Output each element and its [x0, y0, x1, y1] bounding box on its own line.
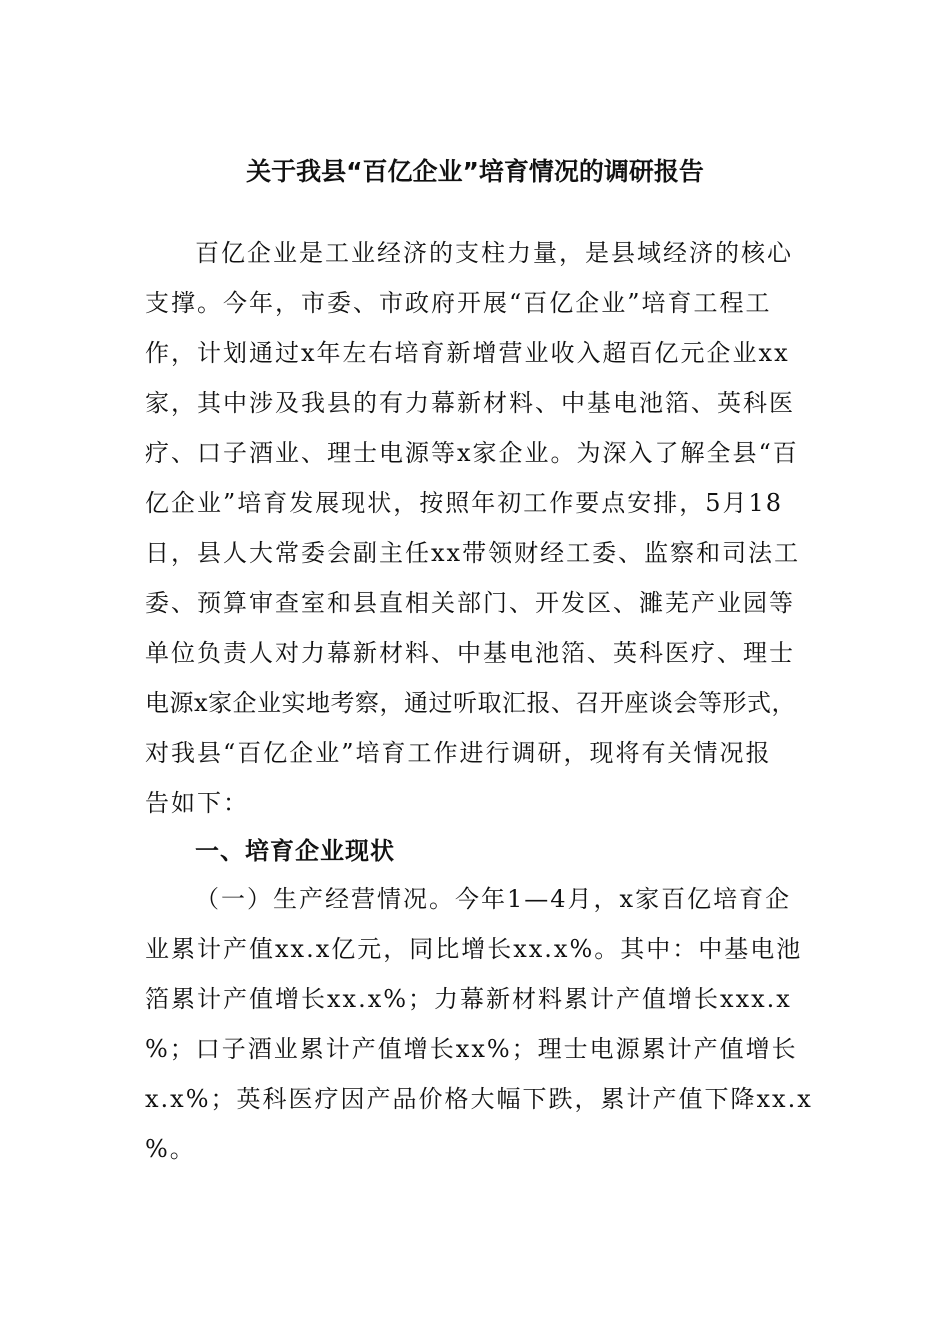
- intro-line-8: 委、预算审查室和县直相关部门、开发区、濉芜产业园等: [145, 589, 795, 617]
- intro-line-12: 告如下：: [145, 789, 249, 817]
- intro-line-7: 日，县人大常委会副主任xx带领财经工委、监察和司法工: [145, 539, 801, 567]
- section1-line-6: %。: [145, 1135, 196, 1163]
- intro-line-6: 亿企业”培育发展现状，按照年初工作要点安排，5月18: [145, 489, 784, 517]
- section1-line-3: 箔累计产值增长xx.x%；力幕新材料累计产值增长xxx.x: [145, 985, 792, 1013]
- intro-line-11: 对我县“百亿企业”培育工作进行调研，现将有关情况报: [145, 739, 772, 767]
- document-title: 关于我县“百亿企业”培育情况的调研报告: [246, 157, 704, 186]
- section-heading-1: 一、培育企业现状: [195, 837, 395, 865]
- intro-line-1: 百亿企业是工业经济的支柱力量，是县域经济的核心: [195, 239, 793, 267]
- section1-line-4: %；口子酒业累计产值增长xx%；理士电源累计产值增长: [145, 1035, 798, 1063]
- intro-line-5: 疗、口子酒业、理士电源等x家企业。为深入了解全县“百: [145, 439, 799, 467]
- intro-line-2: 支撑。今年，市委、市政府开展“百亿企业”培育工程工: [145, 289, 772, 317]
- intro-line-3: 作，计划通过x年左右培育新增营业收入超百亿元企业xx: [145, 339, 790, 367]
- intro-line-10: 电源x家企业实地考察，通过听取汇报、召开座谈会等形式，: [145, 689, 797, 717]
- intro-line-9: 单位负责人对力幕新材料、中基电池箔、英科医疗、理士: [145, 639, 795, 667]
- section1-line-5: x.x%；英科医疗因产品价格大幅下跌，累计产值下降xx.x: [145, 1085, 813, 1113]
- intro-line-4: 家，其中涉及我县的有力幕新材料、中基电池箔、英科医: [145, 389, 795, 417]
- section1-line-2: 业累计产值xx.x亿元，同比增长xx.x%。其中：中基电池: [145, 935, 803, 963]
- section1-line-1: （一）生产经营情况。今年1—4月，x家百亿培育企: [195, 885, 792, 913]
